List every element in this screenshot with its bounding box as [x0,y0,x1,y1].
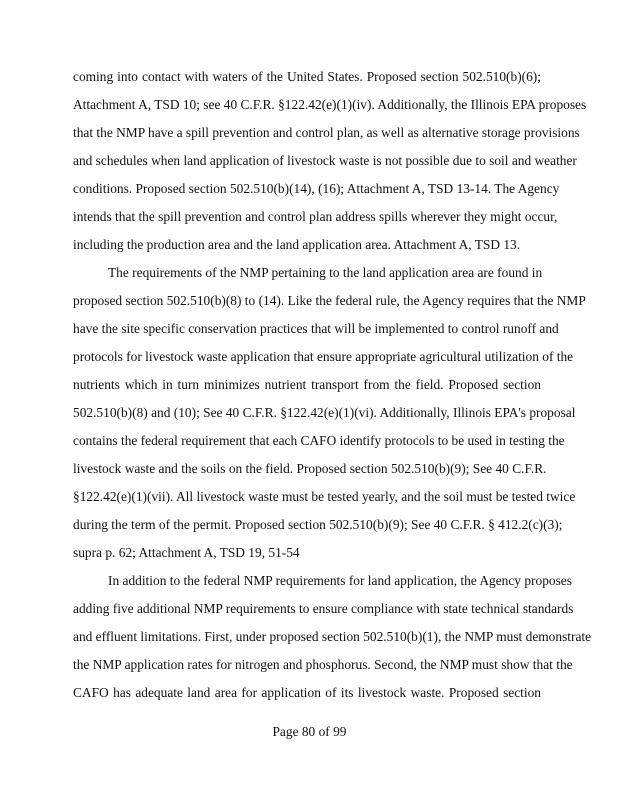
text-line: coming into contact with waters of the United States. Proposed section 502.510(b)(6); [73,69,541,84]
text-line: In addition to the federal NMP requirements for land application, the Agency proposes [108,573,572,588]
text-line: protocols for livestock waste application that ensure appropriate agricultural utilization of the [73,349,574,364]
text-line: and schedules when land application of livestock waste is not possible due to soil and weather [73,153,577,168]
text-line: including the production area and the land application area. Attachment A, TSD 13. [73,237,521,252]
paragraph [73,63,587,259]
text-line: Attachment A, TSD 10; see 40 C.F.R. §122.42(e)(1)(iv). Additionally, the Illinois EPA proposes [73,97,587,112]
document-body [73,63,592,707]
text-line: conditions. Proposed section 502.510(b)(14), (16); Attachment A, TSD 13-14. The Agency [73,181,560,196]
paragraph [73,567,592,707]
text-line: have the site specific conservation practices that will be implemented to control runoff and [73,321,559,336]
text-line: and effluent limitations. First, under proposed section 502.510(b)(1), the NMP must demonstrate [73,629,592,644]
text-line: 502.510(b)(8) and (10); See 40 C.F.R. §122.42(e)(1)(vi). Additionally, Illinois EPA's proposal [73,405,576,420]
text-line: the NMP application rates for nitrogen and phosphorus. Second, the NMP must show that the [73,657,573,672]
text-line: livestock waste and the soils on the field. Proposed section 502.510(b)(9); See 40 C.F.R. [73,461,547,476]
text-line: that the NMP have a spill prevention and control plan, as well as alternative storage provisions [73,125,580,140]
text-line: contains the federal requirement that each CAFO identify protocols to be used in testing the [73,433,565,448]
text-line: proposed section 502.510(b)(8) to (14). Like the federal rule, the Agency requires that the NMP [73,293,586,308]
text-line: supra p. 62; Attachment A, TSD 19, 51-54 [73,545,300,560]
text-line: adding five additional NMP requirements to ensure compliance with state technical standards [73,601,574,616]
page-number: Page 80 of 99 [272,724,347,739]
text-line: CAFO has adequate land area for application of its livestock waste. Proposed section [73,685,541,700]
paragraph [73,259,586,567]
text-line: nutrients which in turn minimizes nutrient transport from the field. Proposed section [73,377,541,392]
text-line: The requirements of the NMP pertaining to the land application area are found in [108,265,543,280]
text-line: during the term of the permit. Proposed section 502.510(b)(9); See 40 C.F.R. § 412.2(c)(3); [73,517,563,532]
text-line: intends that the spill prevention and control plan address spills wherever they might occur, [73,209,558,224]
text-line: §122.42(e)(1)(vii). All livestock waste must be tested yearly, and the soil must be tested twice [73,489,576,504]
